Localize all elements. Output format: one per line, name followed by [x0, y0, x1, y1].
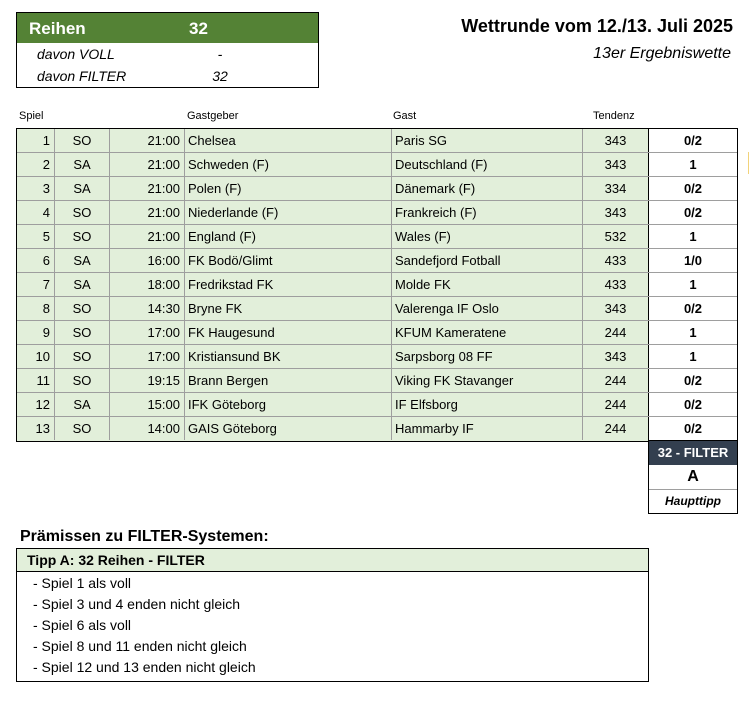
match-tendenz: 244	[583, 321, 649, 344]
match-tendenz: 244	[583, 417, 649, 440]
match-home-team: GAIS Göteborg	[188, 421, 277, 436]
match-tipp: 0/2	[649, 393, 737, 416]
match-tendenz: 433	[583, 273, 649, 296]
match-time: 15:00	[110, 393, 185, 416]
table-row	[17, 153, 737, 177]
match-time: 17:00	[110, 321, 185, 344]
match-time: 19:15	[110, 369, 185, 392]
match-day: SA	[55, 177, 110, 200]
premises-box	[16, 548, 649, 682]
match-tipp: 0/2	[649, 297, 737, 320]
page-title: Wettrunde vom 12./13. Juli 2025	[461, 16, 733, 36]
match-tipp: 0/2	[649, 369, 737, 392]
match-number: 12	[17, 393, 55, 416]
match-away-team: Paris SG	[391, 129, 583, 152]
match-number: 11	[17, 369, 55, 392]
match-number: 13	[17, 417, 55, 440]
match-home-team: Bryne FK	[188, 301, 243, 316]
match-number: 6	[17, 249, 55, 272]
match-tendenz: 343	[583, 201, 649, 224]
match-day: SO	[55, 369, 110, 392]
match-away-team: Deutschland (F)	[391, 153, 583, 176]
match-home-team: Niederlande (F)	[188, 205, 279, 220]
match-away-team: Molde FK	[391, 273, 583, 296]
col-header-spiel: Spiel	[19, 110, 44, 122]
table-row	[17, 225, 737, 249]
match-home-team: Chelsea	[188, 133, 236, 148]
match-away-team: Frankreich (F)	[391, 201, 583, 224]
match-day: SO	[55, 345, 110, 368]
premise-line: - Spiel 1 als voll	[33, 575, 132, 591]
match-number: 4	[17, 201, 55, 224]
table-row	[17, 201, 737, 225]
match-day: SO	[55, 129, 110, 152]
match-home-team: IFK Göteborg	[188, 397, 267, 412]
page-subtitle: 13er Ergebniswette	[593, 45, 731, 62]
match-time: 21:00	[110, 129, 185, 152]
summary-row-filter	[17, 65, 318, 87]
table-row	[17, 129, 737, 153]
summary-box	[16, 12, 319, 88]
match-tendenz: 244	[583, 369, 649, 392]
match-tipp: 1	[649, 153, 737, 176]
match-home-team: FK Bodö/Glimt	[188, 253, 273, 268]
match-time: 18:00	[110, 273, 185, 296]
match-time: 14:30	[110, 297, 185, 320]
summary-row-voll	[17, 43, 318, 65]
table-row	[17, 177, 737, 201]
match-number: 7	[17, 273, 55, 296]
filter-box-letter: A	[649, 465, 737, 490]
match-away-team: KFUM Kameratene	[391, 321, 583, 344]
col-header-tendenz: Tendenz	[593, 110, 635, 122]
match-day: SO	[55, 417, 110, 440]
match-home-team: FK Haugesund	[188, 325, 275, 340]
premise-line: - Spiel 6 als voll	[33, 617, 132, 633]
match-home-team: Polen (F)	[188, 181, 242, 196]
match-tendenz: 334	[583, 177, 649, 200]
match-number: 9	[17, 321, 55, 344]
reihen-value: 32	[189, 19, 208, 38]
match-tendenz: 343	[583, 153, 649, 176]
match-away-team: IF Elfsborg	[391, 393, 583, 416]
table-row	[17, 369, 737, 393]
match-number: 8	[17, 297, 55, 320]
match-tipp: 0/2	[649, 417, 737, 440]
match-tendenz: 343	[583, 297, 649, 320]
match-tipp: 1	[649, 321, 737, 344]
premises-title: Prämissen zu FILTER-Systemen:	[20, 528, 269, 545]
match-home-team: Fredrikstad FK	[188, 277, 274, 292]
table-row	[17, 249, 737, 273]
match-day: SA	[55, 393, 110, 416]
table-row	[17, 273, 737, 297]
match-day: SO	[55, 297, 110, 320]
match-away-team: Viking FK Stavanger	[391, 369, 583, 392]
col-header-gastgeber: Gastgeber	[187, 110, 239, 122]
match-number: 2	[17, 153, 55, 176]
premises-list	[17, 572, 648, 681]
match-tipp: 1	[649, 225, 737, 248]
match-home-team: Schweden (F)	[188, 157, 269, 172]
match-number: 1	[17, 129, 55, 152]
premise-line: - Spiel 8 und 11 enden nicht gleich	[33, 638, 247, 654]
match-table	[16, 128, 738, 442]
match-away-team: Valerenga IF Oslo	[391, 297, 583, 320]
reihen-label: Reihen	[29, 19, 86, 38]
match-day: SO	[55, 201, 110, 224]
summary-header	[17, 13, 318, 43]
match-time: 21:00	[110, 225, 185, 248]
match-away-team: Sandefjord Fotball	[391, 249, 583, 272]
match-day: SA	[55, 273, 110, 296]
table-row	[17, 297, 737, 321]
cell-marker	[748, 152, 749, 174]
match-time: 14:00	[110, 417, 185, 440]
premises-header: Tipp A: 32 Reihen - FILTER	[17, 549, 648, 572]
col-header-gast: Gast	[393, 110, 417, 122]
match-number: 5	[17, 225, 55, 248]
filter-value: 32	[212, 68, 228, 84]
match-away-team: Hammarby IF	[391, 417, 583, 440]
filter-label: davon FILTER	[37, 68, 127, 84]
match-home-team: Kristiansund BK	[188, 349, 281, 364]
match-tendenz: 244	[583, 393, 649, 416]
match-tipp: 0/2	[649, 201, 737, 224]
table-row	[17, 321, 737, 345]
match-day: SA	[55, 153, 110, 176]
match-away-team: Dänemark (F)	[391, 177, 583, 200]
match-tipp: 1	[649, 273, 737, 296]
match-day: SA	[55, 249, 110, 272]
match-time: 21:00	[110, 177, 185, 200]
filter-box	[648, 440, 738, 514]
match-tendenz: 343	[583, 345, 649, 368]
table-row	[17, 417, 737, 441]
voll-value: -	[217, 46, 223, 62]
premise-line: - Spiel 3 und 4 enden nicht gleich	[33, 596, 241, 612]
match-time: 17:00	[110, 345, 185, 368]
table-row	[17, 345, 737, 369]
match-tendenz: 433	[583, 249, 649, 272]
match-day: SO	[55, 321, 110, 344]
match-home-team: England (F)	[188, 229, 256, 244]
match-tendenz: 343	[583, 129, 649, 152]
match-away-team: Wales (F)	[391, 225, 583, 248]
filter-box-footer: Haupttipp	[665, 494, 721, 508]
voll-label: davon VOLL	[37, 46, 115, 62]
match-number: 10	[17, 345, 55, 368]
match-home-team: Brann Bergen	[188, 373, 269, 388]
filter-box-header: 32 - FILTER	[649, 441, 737, 465]
match-time: 21:00	[110, 153, 185, 176]
premise-line: - Spiel 12 und 13 enden nicht gleich	[33, 659, 256, 675]
match-tipp: 0/2	[649, 177, 737, 200]
match-time: 16:00	[110, 249, 185, 272]
match-tipp: 0/2	[649, 129, 737, 152]
match-away-team: Sarpsborg 08 FF	[391, 345, 583, 368]
match-number: 3	[17, 177, 55, 200]
match-tipp: 1	[649, 345, 737, 368]
match-time: 21:00	[110, 201, 185, 224]
match-tipp: 1/0	[649, 249, 737, 272]
match-day: SO	[55, 225, 110, 248]
table-row	[17, 393, 737, 417]
match-tendenz: 532	[583, 225, 649, 248]
